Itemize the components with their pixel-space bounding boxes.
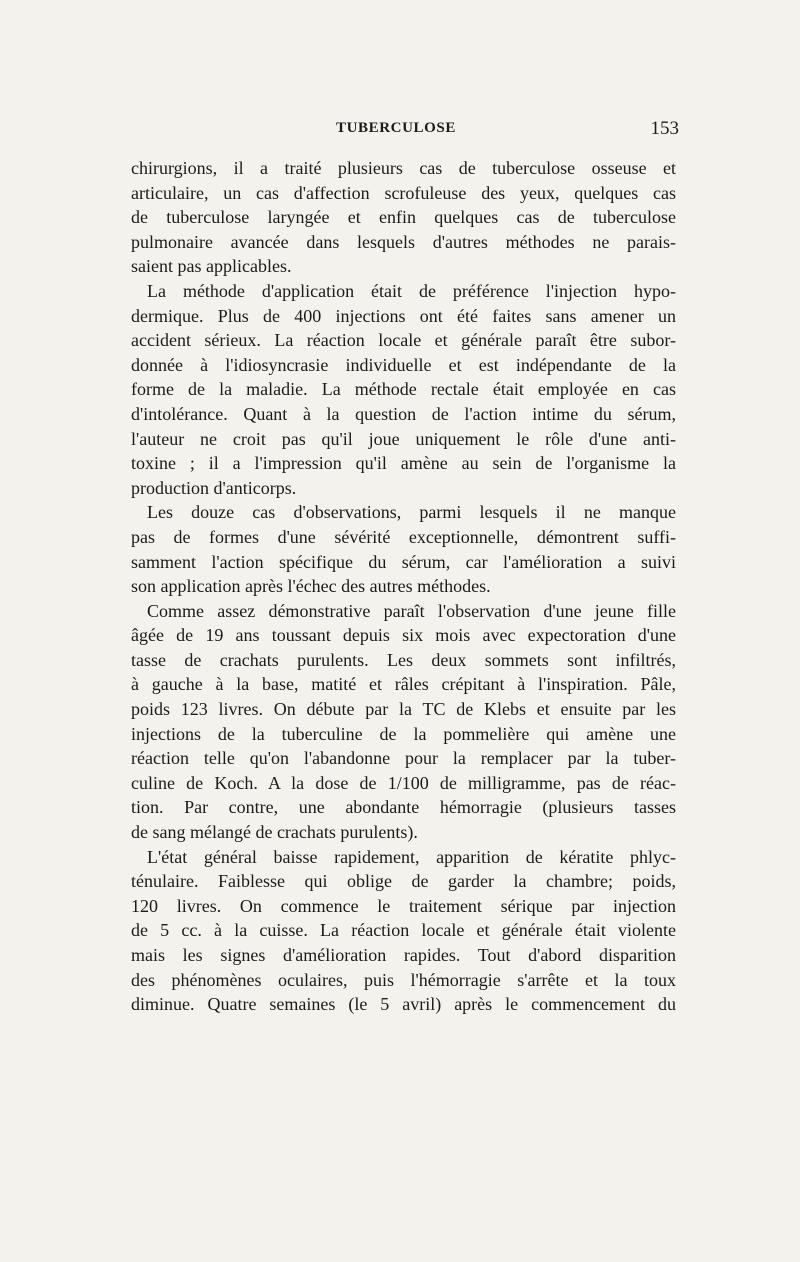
text-line: diminue. Quatre semaines (le 5 avril) après le commencement du <box>131 994 676 1015</box>
text-line: samment l'action spécifique du sérum, car l'amélioration a suivi <box>131 551 676 572</box>
text-line: articulaire, un cas d'affection scrofuleuse des yeux, quelques cas <box>131 182 676 203</box>
text-line: tasse de crachats purulents. Les deux sommets sont infiltrés, <box>131 649 676 670</box>
text-line: accident sérieux. La réaction locale et générale paraît être subor- <box>131 330 676 351</box>
text-line: de 5 cc. à la cuisse. La réaction locale et générale était violente <box>131 920 676 941</box>
text-line: des phénomènes oculaires, puis l'hémorragie s'arrête et la toux <box>131 969 676 990</box>
text-line: saient pas applicables. <box>131 256 292 277</box>
text-line: réaction telle qu'on l'abandonne pour la remplacer par la tuber- <box>131 748 676 769</box>
text-line: l'auteur ne croit pas qu'il joue uniquement le rôle d'une anti- <box>131 428 676 449</box>
text-line: Les douze cas d'observations, parmi lesquels il ne manque <box>147 502 676 523</box>
text-line: de sang mélangé de crachats purulents). <box>131 822 418 843</box>
text-line: production d'anticorps. <box>131 477 297 498</box>
text-line: pulmonaire avancée dans lesquels d'autres méthodes ne parais- <box>131 231 676 252</box>
text-line: tion. Par contre, une abondante hémorragie (plusieurs tasses <box>131 797 676 818</box>
text-line: Comme assez démonstrative paraît l'observation d'une jeune fille <box>147 600 676 621</box>
text-line: injections de la tuberculine de la pommelière qui amène une <box>131 723 676 744</box>
text-line: donnée à l'idiosyncrasie individuelle et est indépendante de la <box>131 354 676 375</box>
running-head: TUBERCULOSE <box>336 120 456 136</box>
text-line: toxine ; il a l'impression qu'il amène au sein de l'organisme la <box>131 453 676 474</box>
text-line: âgée de 19 ans toussant depuis six mois avec expectoration d'une <box>131 625 676 646</box>
page-header <box>131 118 679 144</box>
text-line: culine de Koch. A la dose de 1/100 de milligramme, pas de réac- <box>131 772 676 793</box>
text-line: ténulaire. Faiblesse qui oblige de garder la chambre; poids, <box>131 871 676 892</box>
text-line: La méthode d'application était de préférence l'injection hypo- <box>147 280 676 301</box>
body-text <box>131 156 676 1017</box>
text-line: de tuberculose laryngée et enfin quelques cas de tuberculose <box>131 207 676 228</box>
text-line: son application après l'échec des autres méthodes. <box>131 576 491 597</box>
text-line: 120 livres. On commence le traitement sérique par injection <box>131 895 676 916</box>
text-line: L'état général baisse rapidement, apparition de kératite phlyc- <box>147 846 676 867</box>
text-line: dermique. Plus de 400 injections ont été faites sans amener un <box>131 305 676 326</box>
text-line: mais les signes d'amélioration rapides. Tout d'abord disparition <box>131 945 676 965</box>
text-line: chirurgions, il a traité plusieurs cas de tuberculose osseuse et <box>131 158 676 178</box>
text-line: à gauche à la base, matité et râles crépitant à l'inspiration. Pâle, <box>131 674 676 695</box>
text-line: poids 123 livres. On débute par la TC de Klebs et ensuite par les <box>131 699 676 720</box>
text-line: forme de la maladie. La méthode rectale était employée en cas <box>131 379 676 400</box>
text-line: d'intolérance. Quant à la question de l'action intime du sérum, <box>131 403 676 424</box>
text-line: pas de formes d'une sévérité exceptionnelle, démontrent suffi- <box>131 526 676 547</box>
page-number: 153 <box>650 118 679 139</box>
